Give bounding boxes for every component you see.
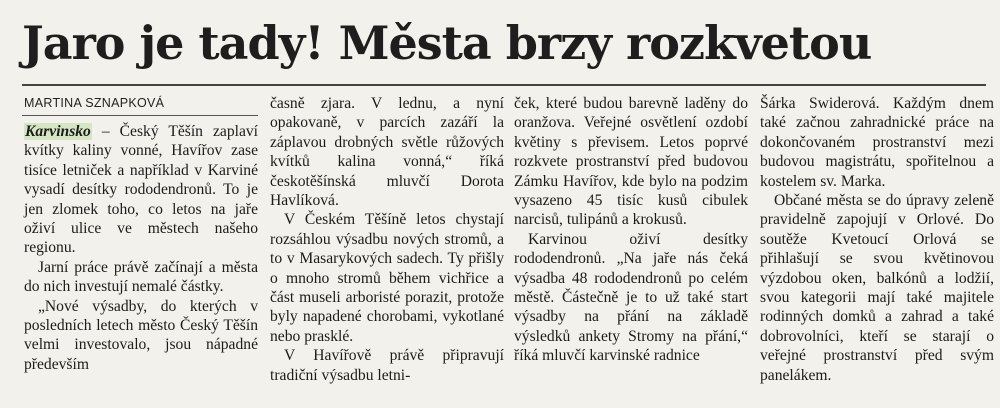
article-column-4 bbox=[760, 94, 994, 385]
paragraph: ček, které budou barevně laděny do oranžova. Veřejné osvětlení ozdobí květiny s převisem. Letos poprvé rozkvete prostranství před budovou Zámku Havířov, kde bylo na podzim vysazeno 45 tisíc kusů cibulek narcisů, tulipánů a krokusů. bbox=[514, 95, 748, 229]
paragraph: Občané města se do úpravy zeleně pravidelně zapojují v Orlové. Do soutěže Kvetoucí Orlová se přihlašují se svou květinovou výzdobou oken, balkónů a lodžií, svou kategorii mají také majitele rodinných domků a zahrad a také dobrovolníci, kteří se starají o veřejné prostranství před svým panelákem. bbox=[760, 192, 994, 384]
paragraph: časně zjara. V lednu, a nyní opakovaně, v parcích zazáří la záplavou drobných světle růžových kvítků kalina vonná,“ říká českotěšínská mluvčí Dorota Havlíková. bbox=[270, 95, 504, 210]
paragraph: V Havířově právě připravují tradiční výsadbu letni- bbox=[270, 347, 504, 384]
paragraph: Jarní práce právě začínají a města do nich investují nemalé částky. bbox=[24, 258, 258, 296]
headline: Jaro je tady! Města brzy rozkvetou bbox=[22, 16, 872, 70]
paragraph: Karvinou oživí desítky rododendronů. „Na jaře nás čeká výsadba 48 rododendronů po celém městě. Částečně je to už také start výsadby na přání na základě výsledků ankety Stromy na přání,“ říká mluvčí karvinské radnice bbox=[514, 230, 748, 365]
article-column-1 bbox=[24, 122, 258, 374]
byline: MARTINA SZNAPKOVÁ bbox=[24, 96, 165, 110]
paragraph: Šárka Swiderová. Každým dnem také začnou zahradnické práce na dokončovaném prostranství mezi budovou magistrátu, spořitelnou a kostelem sv. Marka. bbox=[760, 95, 994, 190]
paragraph: „Nové výsadby, do kterých v posledních letech město Český Těšín velmi investovalo, jsou nápadné především bbox=[24, 297, 258, 373]
article-column-3 bbox=[514, 94, 748, 366]
paragraph: V Českém Těšíně letos chystají rozsáhlou výsadbu nových stromů, a to v Masarykových sadech. Ty přišly o mnoho stromů během vichřice a část museli arboristé porazit, protože byly napadené chorobami, vykotlané nebo prasklé. bbox=[270, 211, 504, 345]
byline-rule bbox=[22, 115, 258, 116]
paragraph bbox=[24, 122, 258, 258]
article-column-2 bbox=[270, 94, 504, 385]
headline-rule bbox=[22, 84, 986, 86]
location-tag: Karvinsko bbox=[25, 123, 91, 140]
paragraph-text: – Český Těšín zaplaví kvítky kaliny vonné, Havířov zase tisíce letniček a například v Karviné vysadí desítky rododendronů. To je jen zlomek toho, co letos na jaře oživí ulice ve městech našeho regionu. bbox=[24, 123, 258, 257]
